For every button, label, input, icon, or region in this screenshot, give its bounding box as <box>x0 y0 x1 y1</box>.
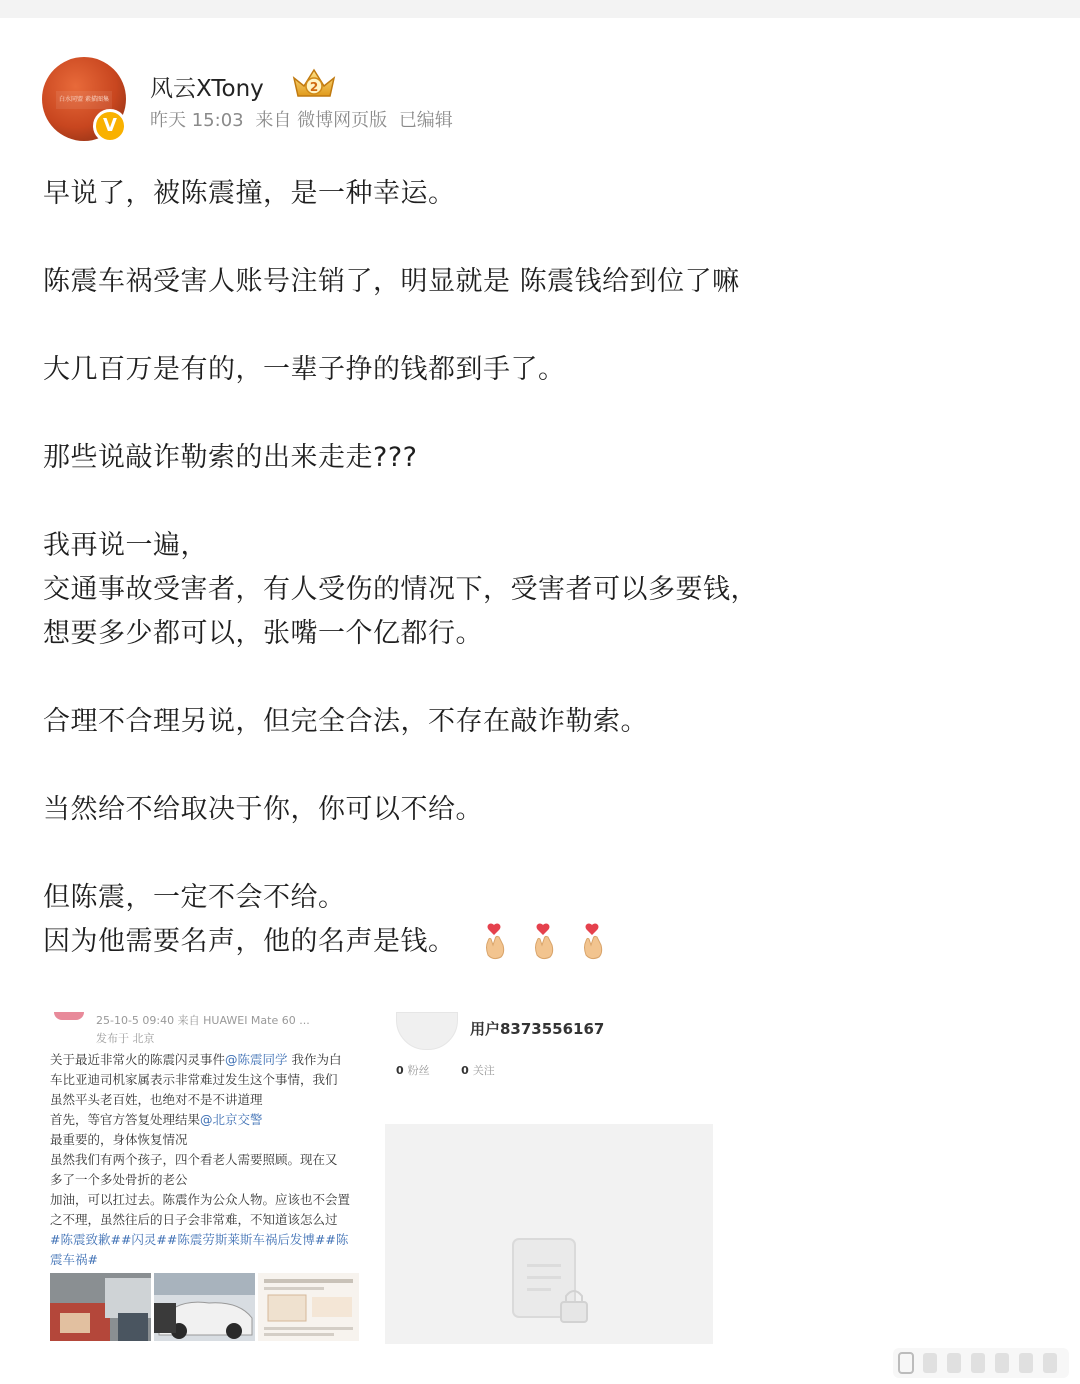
post-line: 合理不合理另说，但完全合法，不存在敲诈勒索。 <box>43 706 648 737</box>
verified-badge-icon: V <box>93 109 127 143</box>
attached-image-3[interactable] <box>385 1124 713 1344</box>
top-strip <box>0 0 1080 18</box>
post-line: 想要多少都可以，张嘴一个亿都行。 <box>43 618 483 649</box>
attached-image-1[interactable] <box>44 1008 370 1344</box>
locked-document-icon <box>385 1124 713 1344</box>
emoji-group <box>479 913 617 973</box>
edited-label[interactable]: 已编辑 <box>398 110 453 131</box>
post-meta <box>150 106 459 132</box>
hospital-photo-thumbnail[interactable] <box>50 1273 151 1341</box>
post-line-text: 因为他需要名声，他的名声是钱。 <box>43 926 456 957</box>
attached-post-meta: 25-10-5 09:40 来自 HUAWEI Mate 60 ... <box>96 1014 310 1027</box>
attached-post-text: 关于最近非常火的陈震闪灵事件@陈震同学 我作为白 车比亚迪司机家属表示非常难过发生这个事情，我们 虽然平头老百姓，也绝对不是不讲道理 首先，等官方答复处理结果@北京交警 最重要的，身体恢复情况 虽然我们有两个孩子，四个看老人需要照顾。现在又 多了一个多处骨折的老公 加油，可以扛过去。陈震作为公众人物。应该也不会置 之不理，虽然往后的日子会非常难，不知道该怎么过 #陈震致歉##闪灵##陈震劳斯莱斯车祸后发博##陈 震车祸# <box>50 1052 351 1267</box>
finger-heart-icon <box>577 923 607 963</box>
post-line: 大几百万是有的，一辈子挣的钱都到手了。 <box>43 354 566 385</box>
username[interactable]: 风云XTony <box>150 76 264 102</box>
post-line: 交通事故受害者，有人受伤的情况下，受害者可以多要钱， <box>43 574 758 605</box>
profile-stats: 0 粉丝 0 关注 <box>396 1064 495 1077</box>
crown-badge-icon[interactable] <box>290 66 338 102</box>
post-line: 但陈震，一定不会不给。 <box>43 882 346 913</box>
post-source: 来自 微博网页版 <box>255 110 388 131</box>
post-line: 陈震车祸受害人账号注销了，明显就是 陈震钱给到位了嘛 <box>43 266 740 297</box>
image-pager-icon[interactable] <box>893 1348 1069 1378</box>
post-time[interactable]: 昨天 15:03 <box>150 110 244 131</box>
post-line: 那些说敲诈勒索的出来走走??? <box>43 442 418 473</box>
finger-heart-icon <box>528 923 558 963</box>
pink-avatar-edge <box>54 1012 84 1020</box>
document-map-thumbnail[interactable] <box>258 1273 359 1341</box>
car-accident-thumbnail[interactable] <box>154 1273 255 1341</box>
default-avatar <box>396 1012 458 1050</box>
post-line-last <box>43 912 1043 973</box>
attached-post-location: 发布于 北京 <box>96 1032 155 1045</box>
svg-text:2: 2 <box>309 80 319 94</box>
post-line: 早说了，被陈震撞，是一种幸运。 <box>43 178 456 209</box>
attached-thumbnails <box>50 1273 360 1341</box>
post-body <box>43 172 1043 973</box>
post-line: 当然给不给取决于你，你可以不给。 <box>43 794 483 825</box>
attached-image-2[interactable] <box>386 1008 716 1118</box>
avatar-text: 白水同盟 素描图集 <box>56 91 112 109</box>
post-line: 我再说一遍， <box>43 530 208 561</box>
finger-heart-icon <box>479 923 509 963</box>
profile-username: 用户8373556167 <box>470 1020 605 1038</box>
